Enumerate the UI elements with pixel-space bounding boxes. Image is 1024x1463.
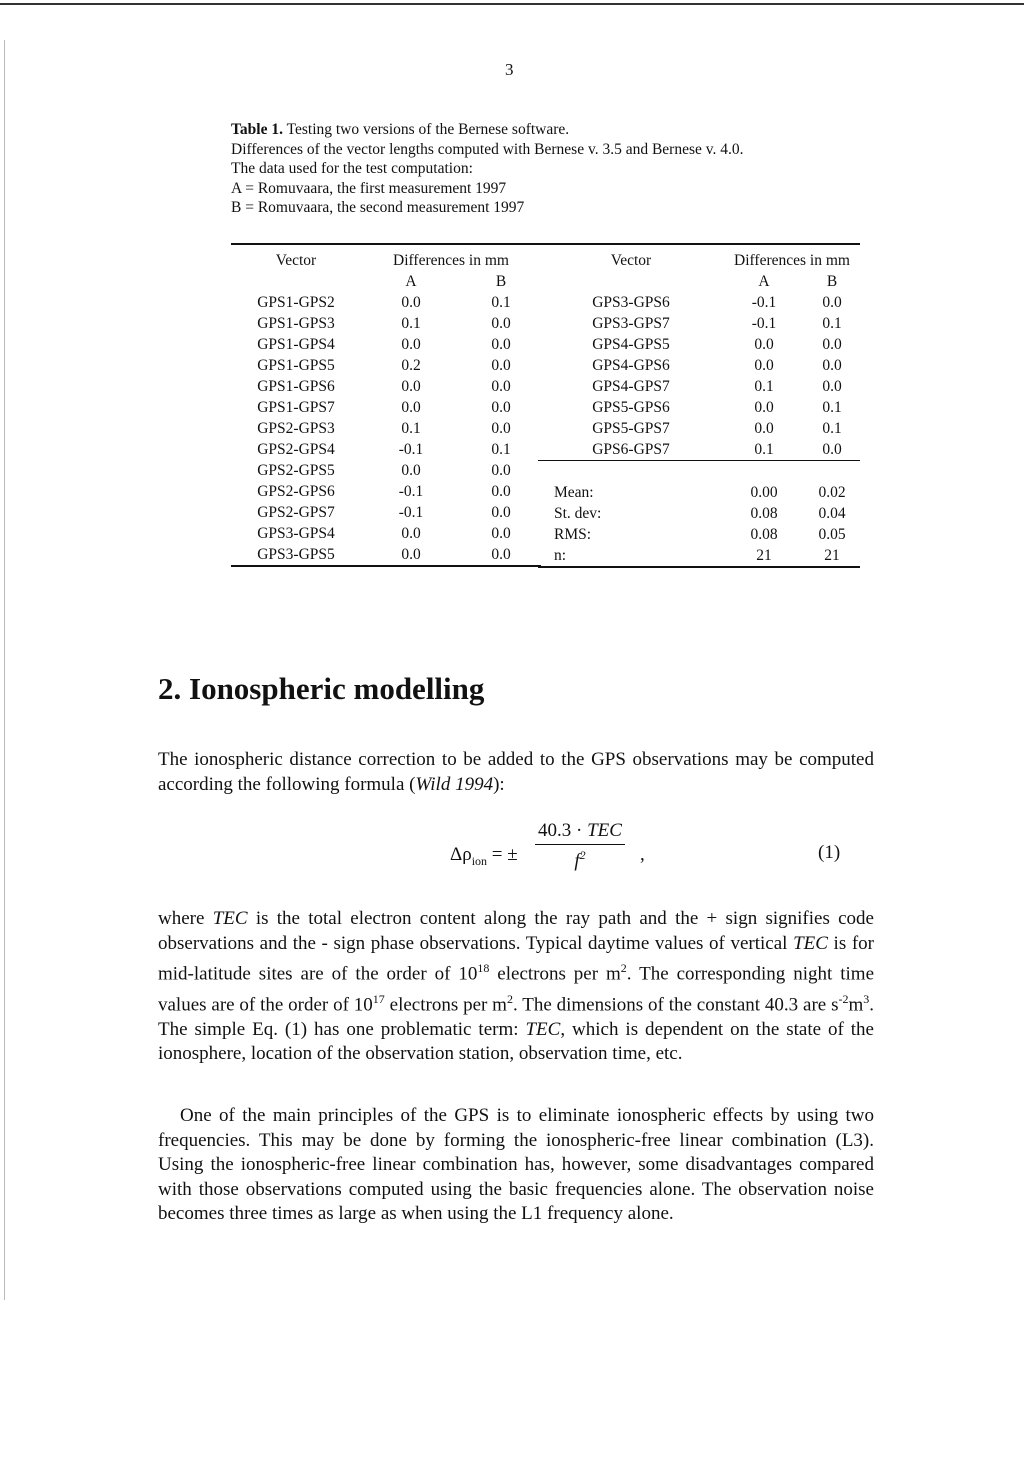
- col-b-header: B: [826, 273, 838, 290]
- formula-ionospheric-correction: $\Delta\rho_{ion}$ = ± 40.3 · TEC $f^2$ ,: [450, 820, 645, 872]
- diff-a-cell: 0.0: [401, 546, 421, 563]
- table-row: [538, 313, 860, 334]
- paragraph-frequencies: One of the main principles of the GPS is to eliminate ionospheric effects by using two frequencies. This may be done by forming the ionospheric-free linear combination (L3). Using the ionospheric-free linear combination has, however, some disadvantages compared with those observations computed using the basic frequencies alone. The observation noise becomes three times as large as when using the L1 frequency alone.: [158, 1105, 874, 1224]
- diff-a-cell: 0.0: [401, 399, 421, 416]
- table-caption: [231, 120, 744, 218]
- stat-a-cell: 0.00: [750, 484, 778, 501]
- diff-a-cell: -0.1: [398, 504, 424, 521]
- col-differences-header: Differences in mm: [734, 252, 850, 269]
- diff-b-cell: 0.1: [491, 294, 511, 311]
- caption-line-1: [231, 120, 744, 140]
- caption-line-4: A = Romuvaara, the first measurement 1997: [231, 179, 507, 197]
- diff-a-cell: 0.1: [401, 420, 421, 437]
- vector-cell: GPS1-GPS2: [257, 294, 335, 311]
- citation: Wild 1994: [415, 773, 494, 795]
- table-row: [538, 397, 860, 418]
- col-differences-header: Differences in mm: [393, 252, 509, 269]
- vector-cell: GPS3-GPS5: [257, 546, 335, 563]
- diff-a-cell: 0.1: [724, 439, 804, 461]
- diff-b-cell: 0.0: [491, 420, 511, 437]
- table-header-row: [538, 244, 860, 271]
- table-row: [231, 481, 541, 502]
- caption-line-2: Differences of the vector lengths computed with Bernese v. 3.5 and Bernese v. 4.0.: [231, 140, 744, 158]
- diff-b-cell: 0.0: [822, 378, 842, 395]
- diff-b-cell: 0.0: [491, 315, 511, 332]
- col-vector-header: Vector: [275, 252, 317, 269]
- vector-cell: GPS1-GPS7: [257, 399, 335, 416]
- vector-cell: GPS5-GPS6: [592, 399, 670, 416]
- diff-b-cell: 0.0: [491, 483, 511, 500]
- diff-a-cell: 0.0: [754, 420, 774, 437]
- stats-row: [538, 503, 860, 524]
- vector-cell: GPS1-GPS5: [257, 357, 335, 374]
- vector-table-right: [538, 243, 860, 568]
- stat-b-cell: 0.05: [818, 526, 846, 543]
- diff-a-cell: -0.1: [398, 483, 424, 500]
- table-subheader-row: [538, 271, 860, 292]
- diff-b-cell: 0.0: [804, 439, 860, 461]
- diff-b-cell: 0.0: [491, 399, 511, 416]
- col-a-header: A: [405, 273, 417, 290]
- diff-a-cell: 0.0: [754, 336, 774, 353]
- vector-cell: GPS1-GPS6: [257, 378, 335, 395]
- table-row: [538, 334, 860, 355]
- diff-a-cell: 0.0: [401, 462, 421, 479]
- formula-numerator: 40.3 · TEC: [535, 820, 625, 845]
- stats-row: [538, 545, 860, 567]
- stat-label-cell: n:: [554, 547, 567, 564]
- vector-cell: GPS2-GPS6: [257, 483, 335, 500]
- diff-b-cell: 0.0: [822, 357, 842, 374]
- stat-label-cell: Mean:: [554, 484, 594, 501]
- formula-denominator: $f^2$: [574, 848, 586, 872]
- diff-b-cell: 0.0: [822, 294, 842, 311]
- diff-a-cell: 0.0: [401, 525, 421, 542]
- page-number: 3: [505, 60, 514, 79]
- table-row: [231, 355, 541, 376]
- table-row: [538, 418, 860, 439]
- caption-label: Table 1.: [231, 121, 283, 138]
- diff-a-cell: -0.1: [751, 294, 777, 311]
- diff-a-cell: 0.0: [754, 399, 774, 416]
- table-header-row: [231, 244, 541, 271]
- diff-b-cell: 0.1: [822, 399, 842, 416]
- diff-a-cell: -0.1: [751, 315, 777, 332]
- stat-b-cell: 0.02: [818, 484, 846, 501]
- table-row: [231, 292, 541, 313]
- caption-line-5: B = Romuvaara, the second measurement 1997: [231, 199, 525, 216]
- formula-lhs: $\Delta\rho_{ion}$ = ±: [450, 844, 518, 868]
- diff-b-cell: 0.0: [491, 336, 511, 353]
- table-row: [231, 544, 541, 566]
- diff-a-cell: 0.0: [401, 294, 421, 311]
- diff-a-cell: 0.0: [401, 336, 421, 353]
- diff-a-cell: -0.1: [398, 441, 424, 458]
- stat-a-cell: 0.08: [750, 505, 778, 522]
- stat-a-cell: 21: [756, 547, 772, 564]
- formula-fraction: [535, 820, 625, 872]
- stat-b-cell: 0.04: [818, 505, 846, 522]
- vector-table-left: [231, 243, 541, 567]
- stats-row: [538, 482, 860, 503]
- table-row: [538, 439, 860, 461]
- equation-number: (1): [818, 842, 841, 863]
- diff-b-cell: 0.0: [491, 504, 511, 521]
- scan-top-rule: [0, 3, 1024, 5]
- stats-row: [538, 524, 860, 545]
- vector-cell: GPS4-GPS6: [592, 357, 670, 374]
- diff-b-cell: 0.0: [491, 546, 511, 563]
- vector-cell: GPS2-GPS7: [257, 504, 335, 521]
- diff-a-cell: 0.1: [754, 378, 774, 395]
- table-row: [231, 523, 541, 544]
- vector-cell: GPS2-GPS5: [257, 462, 335, 479]
- vector-cell: GPS6-GPS7: [538, 439, 724, 461]
- vector-cell: GPS3-GPS6: [592, 294, 670, 311]
- vector-cell: GPS1-GPS3: [257, 315, 335, 332]
- col-vector-header: Vector: [610, 252, 652, 269]
- diff-b-cell: 0.0: [491, 357, 511, 374]
- diff-a-cell: 0.0: [754, 357, 774, 374]
- col-b-header: B: [495, 273, 507, 290]
- vector-cell: GPS4-GPS7: [592, 378, 670, 395]
- diff-b-cell: 0.0: [822, 336, 842, 353]
- diff-a-cell: 0.2: [401, 357, 421, 374]
- vector-cell: GPS3-GPS7: [592, 315, 670, 332]
- stat-label-cell: St. dev:: [554, 505, 602, 522]
- diff-b-cell: 0.0: [491, 525, 511, 542]
- vector-cell: GPS3-GPS4: [257, 525, 335, 542]
- stat-b-cell: 21: [824, 547, 840, 564]
- table-row: [538, 292, 860, 313]
- paragraph-tec: where TEC is the total electron content along the ray path and the + sign signifies code observations and the - sign phase observations. Typical daytime values of vertical TEC is for mid-latitude sites are of the order of $10^{18}$ electrons per $m^2$. The corresponding night time values are of the order of $10^{17}$ electrons per $m^2$. The dimensions of the constant 40.3 are $s^{-2}m^3$. The simple Eq. (1) has one problematic term: TEC, which is dependent on the state of the ionosphere, location of the observation station, observation time, etc.: [158, 908, 875, 1065]
- scan-left-rule: [4, 40, 5, 1300]
- diff-b-cell: 0.1: [822, 315, 842, 332]
- table-row: [231, 334, 541, 355]
- caption-line-3: The data used for the test computation:: [231, 160, 473, 177]
- table-row: [538, 355, 860, 376]
- stat-label-cell: RMS:: [554, 526, 592, 543]
- paragraph-intro: The ionospheric distance correction to be added to the GPS observations may be computed according the following formula (Wild 1994):: [158, 749, 874, 795]
- vector-cell: GPS2-GPS3: [257, 420, 335, 437]
- vector-cell: GPS4-GPS5: [592, 336, 670, 353]
- diff-b-cell: 0.0: [491, 462, 511, 479]
- table-row: [538, 376, 860, 397]
- table-row: [231, 376, 541, 397]
- table-row: [231, 439, 541, 460]
- diff-b-cell: 0.0: [491, 378, 511, 395]
- caption-title: Testing two versions of the Bernese software.: [286, 121, 570, 138]
- table-row: [231, 460, 541, 481]
- table-row: [231, 502, 541, 523]
- section-title: 2. Ionospheric modelling: [158, 671, 485, 706]
- spacer-row: [538, 461, 860, 483]
- table-subheader-row: [231, 271, 541, 292]
- vector-cell: GPS5-GPS7: [592, 420, 670, 437]
- diff-a-cell: 0.1: [401, 315, 421, 332]
- stat-a-cell: 0.08: [750, 526, 778, 543]
- diff-b-cell: 0.1: [491, 441, 511, 458]
- table-row: [231, 418, 541, 439]
- table-row: [231, 397, 541, 418]
- table-row: [231, 313, 541, 334]
- diff-b-cell: 0.1: [822, 420, 842, 437]
- diff-a-cell: 0.0: [401, 378, 421, 395]
- col-a-header: A: [758, 273, 770, 290]
- vector-cell: GPS1-GPS4: [257, 336, 335, 353]
- vector-cell: GPS2-GPS4: [257, 441, 335, 458]
